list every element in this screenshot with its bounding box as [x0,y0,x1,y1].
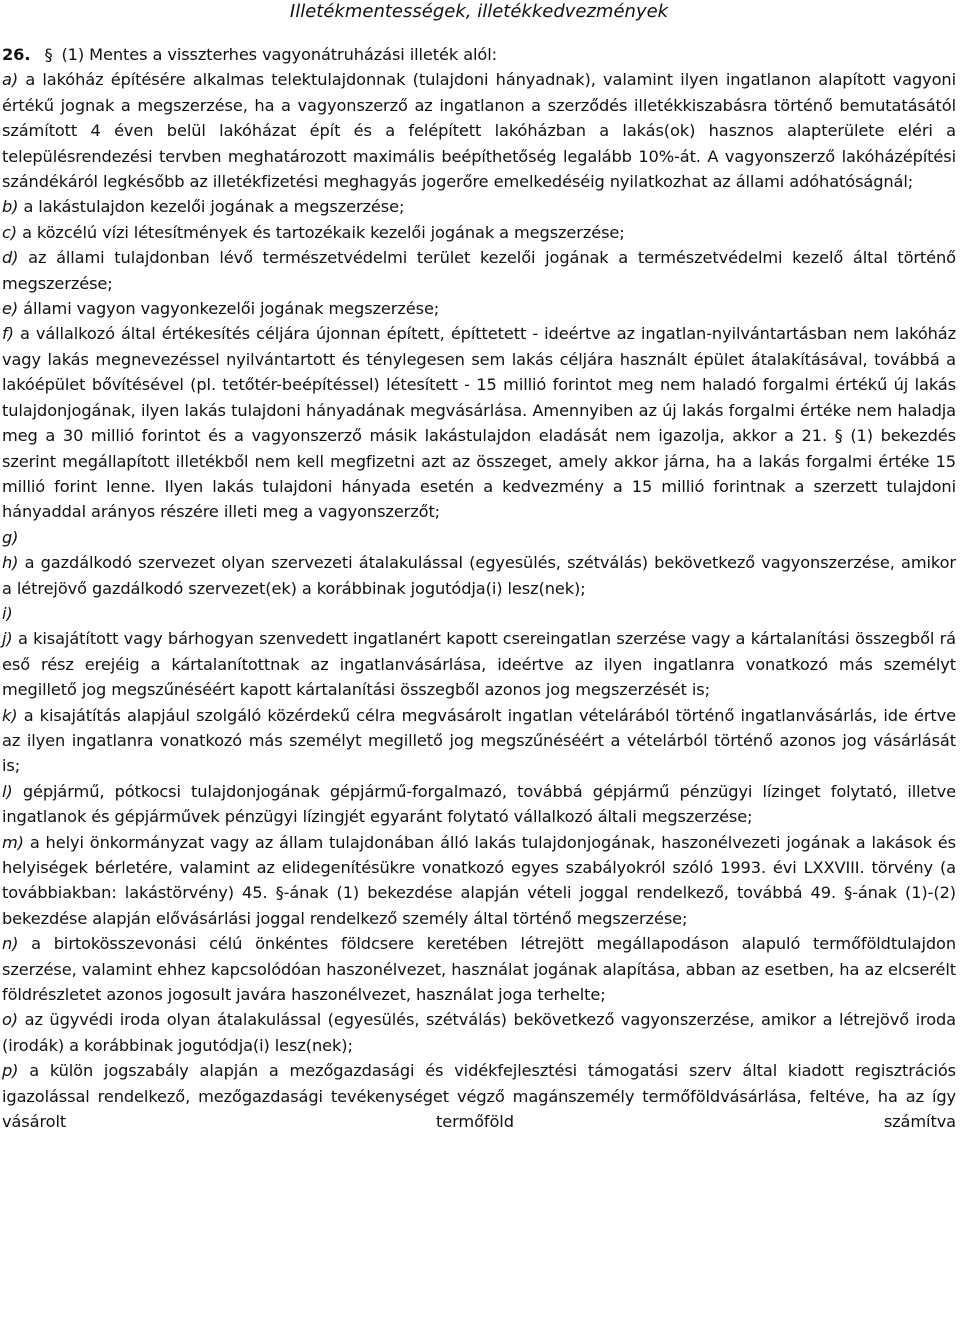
header-title: Illetékmentességek, illetékkedvezmények [289,1,669,22]
item-letter: a) [2,70,19,90]
item-text: a lakástulajdon kezelői jogának a megszerzése; [23,197,405,217]
list-item-f [2,321,956,524]
item-letter: b) [2,197,19,217]
section-intro-text: (1) Mentes a visszterhes vagyonátruházási illeték alól: [61,45,497,64]
page-header [2,0,956,29]
list-item-g [2,525,956,550]
item-text: a lakóház építésére alkalmas telektulajdonnak (tulajdoni hányadnak), valamint ilyen ingatlanon alapított vagyoni értékű jognak a megszerzése, ha a vagyonszerző az ingatlanon a szerződés illetékkiszabásra történő bemutatásától számított 4 éven belül lakóházat épít és a felépített lakóházban a lakás(ok) hasznos alapterülete eléri a településrendezési tervben meghatározott maximális beépíthetőség legalább 10%-át. A vagyonszerző lakóházépítési szándékáról legkésőbb az illetékfizetési meghagyás jogerőre emelkedéséig nyilatkozhat az állami adóhatóságnál; [2,70,956,192]
item-text: a vállalkozó által értékesítés céljára újonnan épített, építtetett - ideértve az ingatlan-nyilvántartásban nem lakóház vagy lakás megnevezéssel nyilvántartott és ténylegesen sem lakás céljára használt épület átalakításával, továbbá a lakóépület bővítésével (pl. tetőtér-beépítéssel) létesített - 15 millió forintot meg nem haladó forgalmi értékű új lakás tulajdonjogának, ilyen lakás tulajdoni hányadának megvásárlása. Amennyiben az új lakás forgalmi értéke nem haladja meg a 30 millió forintot és a vagyonszerző másik lakástulajdon eladását nem igazolja, akkor a 21. § (1) bekezdés szerint megállapított illetékből nem kell megfizetni azt az összeget, amely akkor járna, ha a lakás forgalmi értéke 15 millió forint lenne. Ilyen lakás tulajdoni hányada esetén a kedvezmény a 15 millió forintnak a szerzett tulajdoni hányaddal arányos részére illeti meg a vagyonszerzőt; [2,324,956,522]
item-text: a helyi önkormányzat vagy az állam tulajdonában álló lakás tulajdonjogának, haszonélvezeti jogának a lakások és helyiségek bérletére, valamint az elidegenítésükre vonatkozó egyes szabályokról szóló 1993. évi LXXVIII. törvény (a továbbiakban: lakástörvény) 45. §-ának (1) bekezdése alapján vételi joggal rendelkező, továbbá 49. §-ának (1)-(2) bekezdése alapján elővásárlási joggal rendelkező személy által történő megszerzése; [2,832,957,928]
item-text: az ügyvédi iroda olyan átalakulással (egyesülés, szétválás) bekövetkező vagyonszerzése, amikor a létrejövő iroda (irodák) a korábbinak jogutódja(i) lesz(nek); [2,1010,956,1055]
item-text: a külön jogszabály alapján a mezőgazdasági és vidékfejlesztési támogatási szerv által kiadott regisztrációs igazolással rendelkező, mezőgazdasági tevékenységet végző magánszemély termőföldvásárlása, feltéve, ha az így vásárolt termőföld számítva [2,1061,957,1132]
document-body [2,42,956,1134]
section-intro [2,42,956,67]
list-item-j [2,626,956,702]
list-item-e [2,296,956,321]
item-text: az állami tulajdonban lévő természetvédelmi terület kezelői jogának a természetvédelmi kezelő által történő megszerzése; [2,248,956,293]
list-item-a [2,67,956,194]
item-letter: n) [2,934,19,954]
item-letter: m) [2,832,24,852]
list-item-k [2,703,956,779]
item-letter: i) [2,603,13,623]
item-text: a kisajátítás alapjául szolgáló közérdekű célra megvásárolt ingatlan vételárából történő ingatlanvásárlás, ide értve az ilyen ingatlanra vonatkozó más személyt megillető jog megszűnéséért a vételárból történő azonos jog vásárlását is; [2,705,957,776]
list-item-d [2,245,956,296]
item-letter: g) [2,527,19,547]
item-letter: k) [2,705,18,725]
section-sign: § [44,45,53,64]
list-item-p [2,1058,956,1134]
item-letter: e) [2,299,19,319]
list-item-i [2,601,956,626]
item-text: a közcélú vízi létesítmények és tartozékaik kezelői jogának a megszerzése; [22,222,625,242]
item-text: állami vagyon vagyonkezelői jogának megszerzése; [23,299,440,319]
item-letter: f) [2,324,14,344]
list-item-n [2,931,956,1007]
item-letter: p) [2,1061,19,1081]
item-letter: l) [2,781,13,801]
item-text: a birtokösszevonási célú önkéntes földcsere keretében létrejött megállapodáson alapuló termőföldtulajdon szerzése, valamint ehhez kapcsolódóan haszonélvezet, használat jogának alapítása, abban az esetben, ha az elcserélt földrészletet azonos jogosult javára haszonélvezet, használat joga terhelte; [2,934,957,1005]
item-letter: o) [2,1010,19,1030]
list-item-h [2,550,956,601]
item-letter: h) [2,553,19,573]
item-text: gépjármű, pótkocsi tulajdonjogának gépjármű-forgalmazó, továbbá gépjármű pénzügyi lízinget folytató, illetve ingatlanok és gépjárművek pénzügyi lízingjét egyaránt folytató vállalkozó általi megszerzése; [2,781,957,827]
list-item-m [2,830,956,932]
list-item-b [2,194,956,219]
list-item-l [2,779,956,830]
item-letter: d) [2,248,19,268]
item-text: a kisajátított vagy bárhogyan szenvedett ingatlanért kapott csereingatlan szerzése vagy a kártalanítási összegből rá eső rész erejéig a kártalanítottnak az ingatlanvásárlása, ideértve az ilyen ingatlanra vonatkozó más személyt megillető jog megszűnéséért kapott kártalanítási összegből azonos jog megszerzését is; [2,629,956,700]
item-letter: j) [2,629,13,649]
list-item-c [2,220,956,245]
item-letter: c) [2,222,18,242]
item-text: a gazdálkodó szervezet olyan szervezeti átalakulással (egyesülés, szétválás) bekövetkező vagyonszerzése, amikor a létrejövő gazdálkodó szervezet(ek) a korábbinak jogutódja(i) lesz(nek); [2,553,956,598]
section-number: 26. [2,45,31,64]
list-item-o [2,1007,956,1058]
